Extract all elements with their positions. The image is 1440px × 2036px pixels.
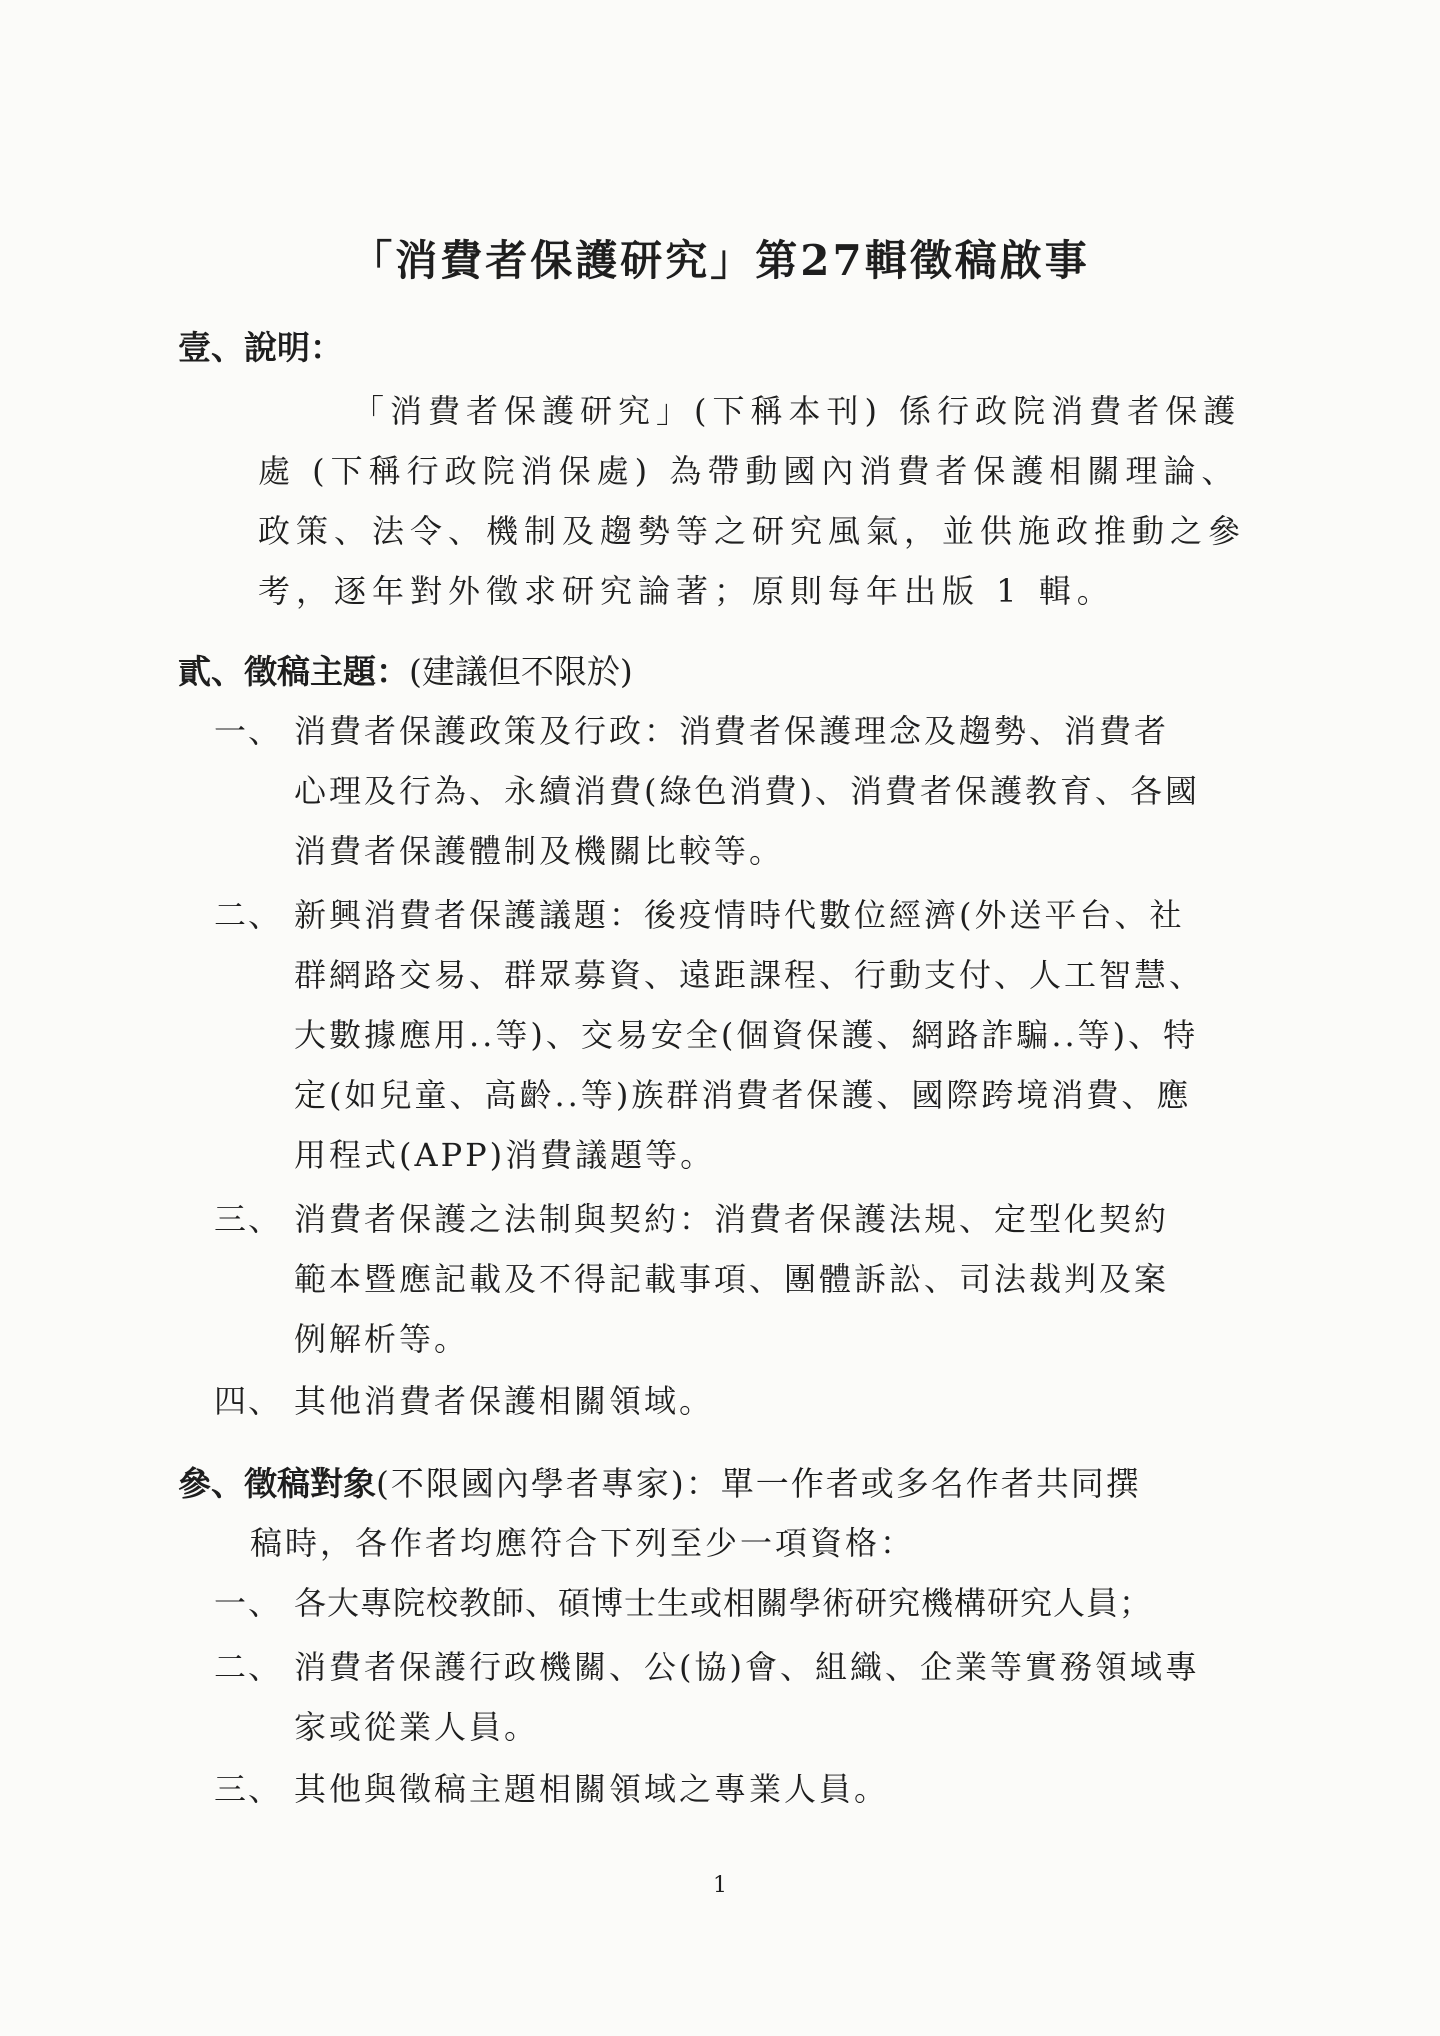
list-item-line: 其他消費者保護相關領域。: [294, 1382, 715, 1420]
list-item-number: 二、: [214, 1648, 283, 1686]
section-heading-topics-label: 貳、徵稿主題：: [178, 652, 409, 691]
list-item-line: 大數據應用..等)、交易安全(個資保護、網路詐騙..等)、特: [294, 1016, 1199, 1054]
list-item-number: 四、: [214, 1382, 283, 1420]
section-heading-eligibility: [178, 1458, 1141, 1505]
list-item-line: 其他與徵稿主題相關領域之專業人員。: [294, 1770, 890, 1808]
paragraph-line: 考，逐年對外徵求研究論著；原則每年出版 1 輯。: [258, 572, 1115, 610]
list-item-number: 三、: [214, 1200, 283, 1238]
list-item-line: 心理及行為、永續消費(綠色消費)、消費者保護教育、各國: [294, 772, 1200, 810]
list-item-number: 二、: [214, 896, 283, 934]
list-item-line: 定(如兒童、高齡..等)族群消費者保護、國際跨境消費、應: [294, 1076, 1192, 1114]
document-title: 「消費者保護研究」第27輯徵稿啟事: [350, 236, 1090, 285]
list-item-line: 消費者保護政策及行政：消費者保護理念及趨勢、消費者: [294, 712, 1170, 750]
list-item-line: 範本暨應記載及不得記載事項、團體訴訟、司法裁判及案: [294, 1260, 1170, 1298]
list-item-line: 各大專院校教師、碩博士生或相關學術研究機構研究人員；: [294, 1584, 1153, 1622]
list-item-line: 家或從業人員。: [294, 1708, 540, 1746]
page-number: 1: [713, 1873, 727, 1898]
section-heading-eligibility-label: 參、徵稿對象: [178, 1464, 376, 1503]
list-item-number: 一、: [214, 1584, 283, 1622]
section-heading-topics: [178, 646, 633, 693]
list-item-line: 例解析等。: [294, 1320, 470, 1358]
paragraph-line: 處 (下稱行政院消保處) 為帶動國內消費者保護相關理論、: [258, 452, 1240, 490]
section-heading-explanation: 壹、說明：: [178, 328, 343, 367]
paragraph-line: 稿時，各作者均應符合下列至少一項資格：: [250, 1524, 916, 1562]
section-heading-topics-note: (建議但不限於): [409, 652, 633, 691]
list-item-number: 一、: [214, 712, 283, 750]
list-item-number: 三、: [214, 1770, 283, 1808]
section-heading-eligibility-rest: (不限國內學者專家)：單一作者或多名作者共同撰: [376, 1464, 1141, 1503]
list-item-line: 用程式(APP)消費議題等。: [294, 1136, 716, 1174]
list-item-line: 消費者保護體制及機關比較等。: [294, 832, 785, 870]
paragraph-line: 「消費者保護研究」(下稱本刊) 係行政院消費者保護: [352, 392, 1242, 430]
list-item-line: 消費者保護之法制與契約：消費者保護法規、定型化契約: [294, 1200, 1170, 1238]
paragraph-line: 政策、法令、機制及趨勢等之研究風氣，並供施政推動之參: [258, 512, 1247, 550]
list-item-line: 消費者保護行政機關、公(協)會、組織、企業等實務領域專: [294, 1648, 1200, 1686]
list-item-line: 新興消費者保護議題：後疫情時代數位經濟(外送平台、社: [294, 896, 1185, 934]
list-item-line: 群網路交易、群眾募資、遠距課程、行動支付、人工智慧、: [294, 956, 1205, 994]
